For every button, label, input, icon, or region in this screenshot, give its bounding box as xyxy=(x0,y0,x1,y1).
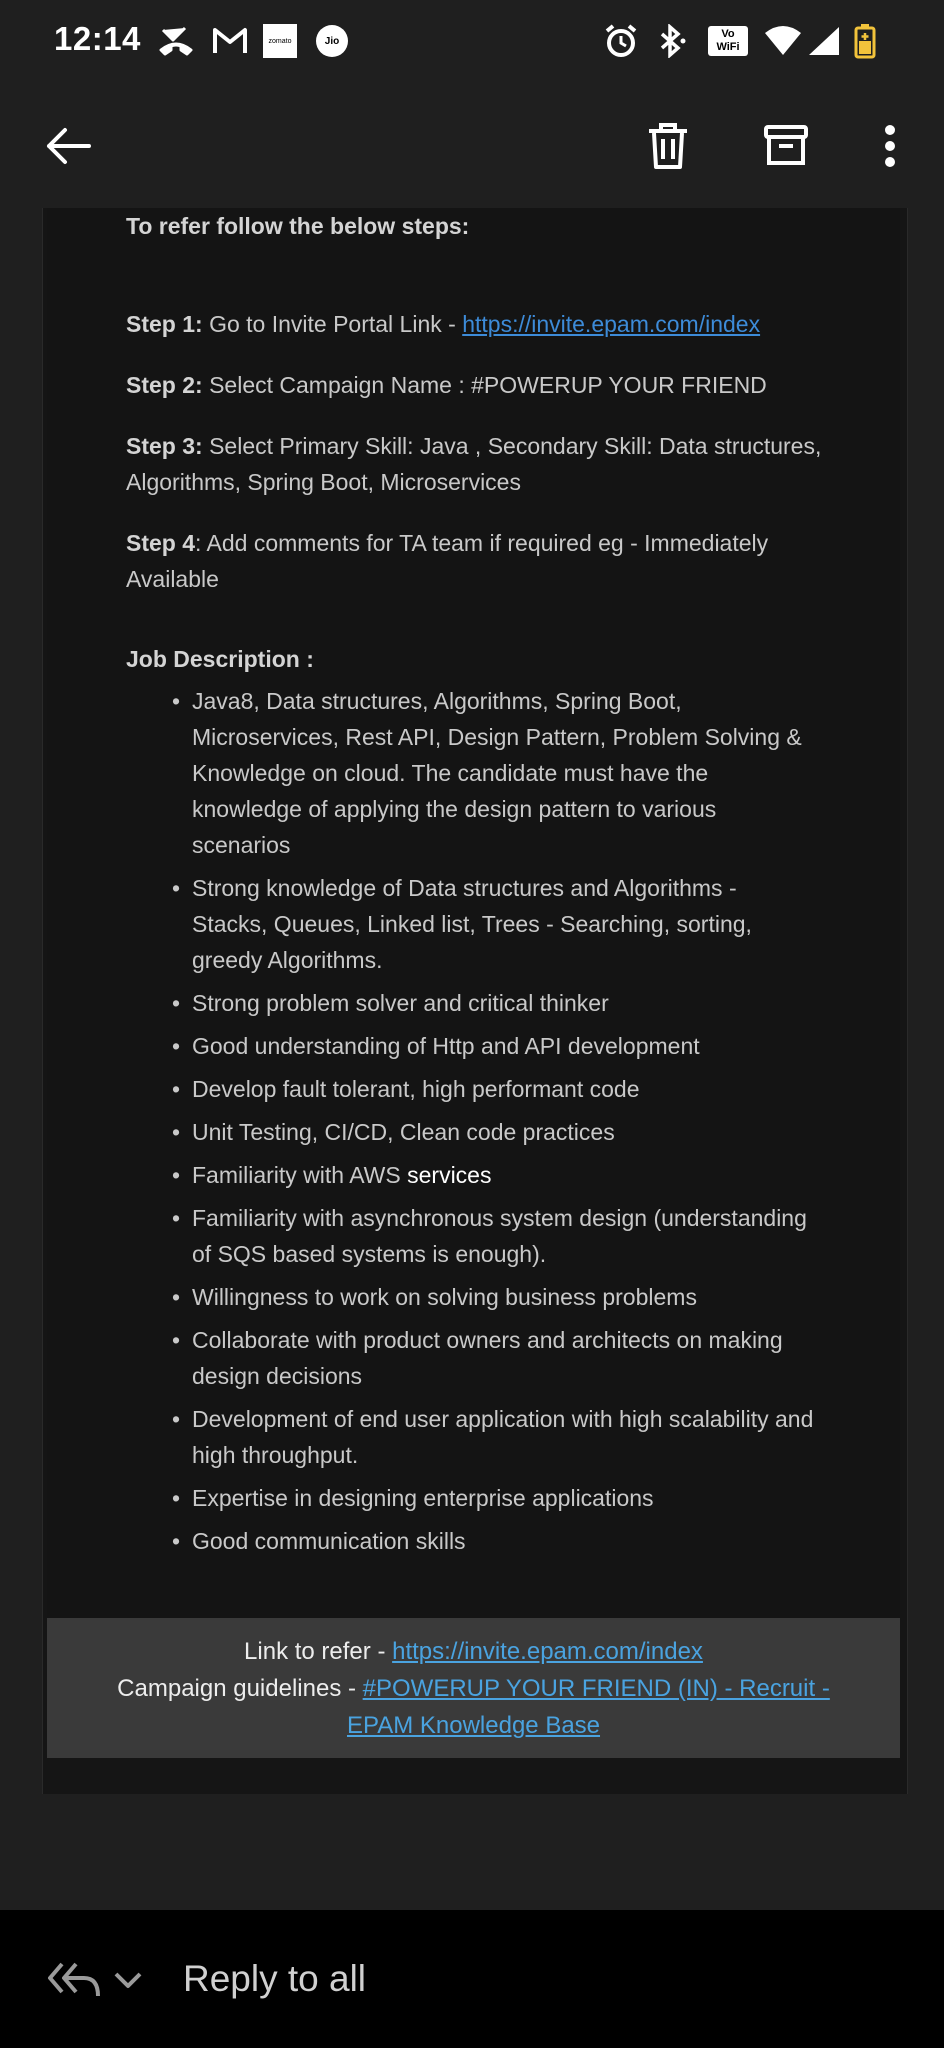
list-item: • Strong problem solver and critical thinker xyxy=(126,985,816,1021)
app-bar xyxy=(0,84,944,208)
zomato-icon: zomato xyxy=(262,22,298,60)
wifi-icon xyxy=(762,22,804,60)
signal-icon xyxy=(806,22,842,60)
guidelines-line: Campaign guidelines - #POWERUP YOUR FRIEND (IN) - Recruit - EPAM Knowledge Base xyxy=(117,1675,830,1739)
archive-icon xyxy=(763,123,809,169)
alarm-icon xyxy=(602,22,640,60)
step-3: Step 3: Select Primary Skill: Java , Secondary Skill: Data structures, Algorithms, Spring Boot, Microservices xyxy=(126,433,822,495)
list-item: • Unit Testing, CI/CD, Clean code practices xyxy=(126,1114,816,1150)
list-item: • Development of end user application with high scalability and high throughput. xyxy=(126,1401,816,1473)
more-vert-icon xyxy=(884,124,896,168)
back-arrow-icon xyxy=(43,126,93,166)
referral-footer xyxy=(47,1618,900,1758)
reply-bar xyxy=(0,1910,944,2048)
list-item: • Java8, Data structures, Algorithms, Spring Boot, Microservices, Rest API, Design Pattern, Problem Solving & Knowledge on cloud. The candidate must have the knowledge of applying the design pattern to various scenarios xyxy=(126,683,816,863)
trash-icon xyxy=(646,121,690,171)
intro-text: To refer follow the below steps: xyxy=(126,213,470,239)
step-2: Step 2: Select Campaign Name : #POWERUP YOUR FRIEND xyxy=(126,372,767,398)
list-item: • Willingness to work on solving business problems xyxy=(126,1279,816,1315)
refer-link[interactable]: https://invite.epam.com/index xyxy=(392,1638,703,1665)
list-item: • Expertise in designing enterprise applications xyxy=(126,1480,816,1516)
job-description-list xyxy=(126,683,816,1566)
status-bar xyxy=(0,0,944,84)
missed-call-icon xyxy=(158,22,194,60)
step-4: Step 4: Add comments for TA team if required eg - Immediately Available xyxy=(126,530,769,592)
jio-icon: Jio xyxy=(314,22,350,60)
list-item: • Familiarity with AWS services xyxy=(126,1157,816,1193)
list-item: • Strong knowledge of Data structures and Algorithms - Stacks, Queues, Linked list, Trees - Searching, sorting, greedy Algorithms. xyxy=(126,870,816,978)
status-time: 12:14 xyxy=(54,20,141,57)
refer-line: Link to refer - https://invite.epam.com/index xyxy=(244,1638,703,1665)
chevron-down-icon[interactable] xyxy=(112,1968,146,1994)
back-button[interactable] xyxy=(26,104,110,188)
reply-all-button[interactable]: Reply to all xyxy=(183,1958,367,1999)
more-options-button[interactable] xyxy=(848,104,932,188)
bluetooth-icon xyxy=(654,22,690,60)
list-item: • Develop fault tolerant, high performant code xyxy=(126,1071,816,1107)
list-item: • Familiarity with asynchronous system design (understanding of SQS based systems is enough). xyxy=(126,1200,816,1272)
archive-button[interactable] xyxy=(744,104,828,188)
delete-button[interactable] xyxy=(626,104,710,188)
list-item: • Good communication skills xyxy=(126,1523,816,1559)
list-item: • Collaborate with product owners and architects on making design decisions xyxy=(126,1322,816,1394)
gmail-icon xyxy=(210,22,250,60)
list-item: • Good understanding of Http and API development xyxy=(126,1028,816,1064)
battery-icon xyxy=(852,22,878,60)
vowifi-icon: Vo WiFi xyxy=(706,22,750,60)
invite-portal-link[interactable]: https://invite.epam.com/index xyxy=(462,311,761,337)
campaign-guidelines-link[interactable]: #POWERUP YOUR FRIEND (IN) - Recruit - EPAM Knowledge Base xyxy=(346,1675,830,1739)
job-description-title: Job Description : xyxy=(126,646,314,672)
step-1: Step 1: Go to Invite Portal Link - https://invite.epam.com/index xyxy=(126,311,761,337)
reply-all-icon[interactable] xyxy=(46,1956,102,2006)
